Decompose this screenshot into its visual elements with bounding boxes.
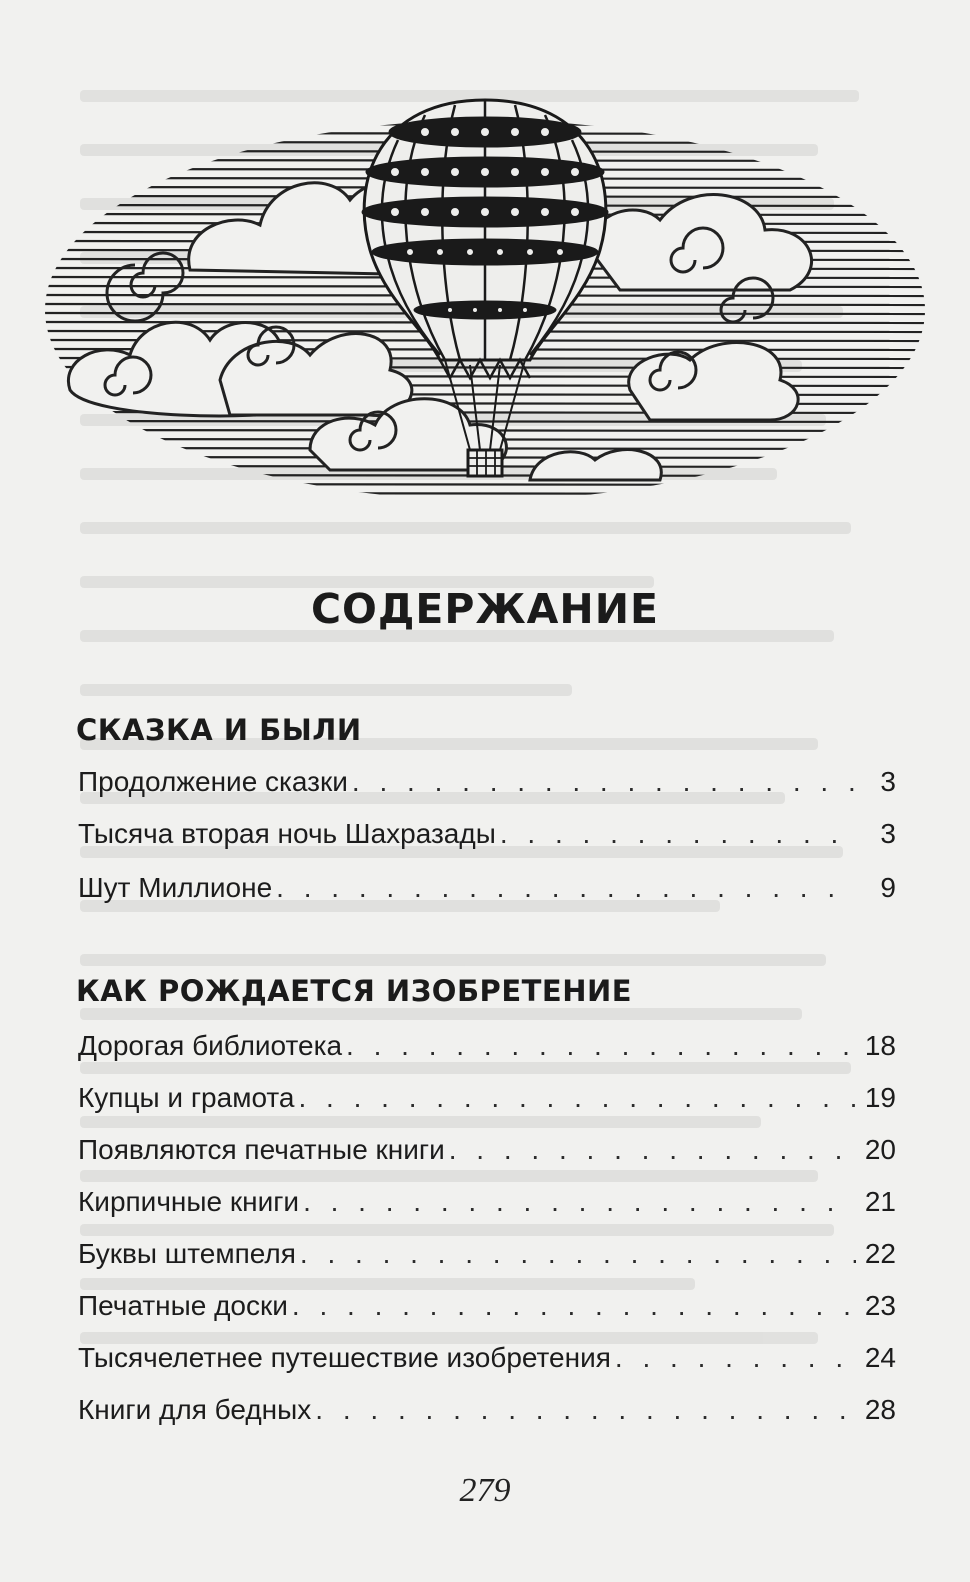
toc-entry-page: 3 xyxy=(880,818,896,849)
leader-dots xyxy=(292,1290,856,1322)
toc-entry-title: Кирпичные книги xyxy=(78,1186,300,1217)
toc-entry-page: 19 xyxy=(864,1082,896,1113)
toc-entry[interactable] xyxy=(78,872,896,912)
leader-dots xyxy=(300,1238,856,1270)
toc-entry-title: Книги для бедных xyxy=(78,1394,312,1425)
toc-entry-title: Тысячелетнее путешествие изобретения xyxy=(78,1342,611,1373)
toc-entry-title: Шут Миллионе xyxy=(78,872,273,903)
leader-dots xyxy=(298,1082,856,1114)
leader-dots xyxy=(615,1342,856,1374)
toc-entry[interactable] xyxy=(78,1134,896,1174)
hot-air-balloon-illustration xyxy=(30,60,940,520)
leader-dots xyxy=(276,872,856,904)
leader-dots xyxy=(303,1186,856,1218)
hot-air-balloon-icon xyxy=(30,60,940,520)
leader-dots xyxy=(346,1030,856,1062)
hatch-line xyxy=(30,484,940,485)
leader-dots xyxy=(315,1394,856,1426)
hatch-line xyxy=(30,493,940,494)
page-number: 279 xyxy=(459,1472,511,1509)
toc-entry-title: Буквы штемпеля xyxy=(78,1238,296,1269)
leader-dots xyxy=(449,1134,856,1166)
toc-entry[interactable] xyxy=(78,818,896,858)
toc-title: СОДЕРЖАНИЕ xyxy=(310,585,660,633)
toc-entry-page: 21 xyxy=(864,1186,896,1217)
hatch-line xyxy=(30,421,940,422)
toc-entry-page: 22 xyxy=(864,1238,896,1269)
toc-entry[interactable] xyxy=(78,766,896,806)
leader-dots xyxy=(352,766,856,798)
toc-entry[interactable] xyxy=(78,1186,896,1226)
section-heading-fairy-tale: СКАЗКА И БЫЛИ xyxy=(76,713,362,747)
toc-entry-page: 3 xyxy=(880,766,896,797)
toc-entry-page: 20 xyxy=(864,1134,896,1165)
toc-entry-page: 23 xyxy=(864,1290,896,1321)
toc-entry-page: 24 xyxy=(864,1342,896,1373)
toc-entry[interactable] xyxy=(78,1394,896,1434)
toc-entry-title: Продолжение сказки xyxy=(78,766,348,797)
toc-entry[interactable] xyxy=(78,1290,896,1330)
toc-entry-title: Купцы и грамота xyxy=(78,1082,295,1113)
toc-entry[interactable] xyxy=(78,1030,896,1070)
toc-entry-title: Появляются печатные книги xyxy=(78,1134,445,1165)
toc-entry-page: 9 xyxy=(880,872,896,903)
toc-entry-title: Печатные доски xyxy=(78,1290,288,1321)
toc-entry-page: 28 xyxy=(864,1394,896,1425)
toc-entry-page: 18 xyxy=(864,1030,896,1061)
toc-entry[interactable] xyxy=(78,1082,896,1122)
leader-dots xyxy=(500,818,856,850)
toc-entry-title: Тысяча вторая ночь Шахразады xyxy=(78,818,496,849)
toc-entry[interactable] xyxy=(78,1238,896,1278)
toc-entry[interactable] xyxy=(78,1342,896,1382)
toc-entry-title: Дорогая библиотека xyxy=(78,1030,343,1061)
section-heading-invention: КАК РОЖДАЕТСЯ ИЗОБРЕТЕНИЕ xyxy=(76,974,633,1008)
